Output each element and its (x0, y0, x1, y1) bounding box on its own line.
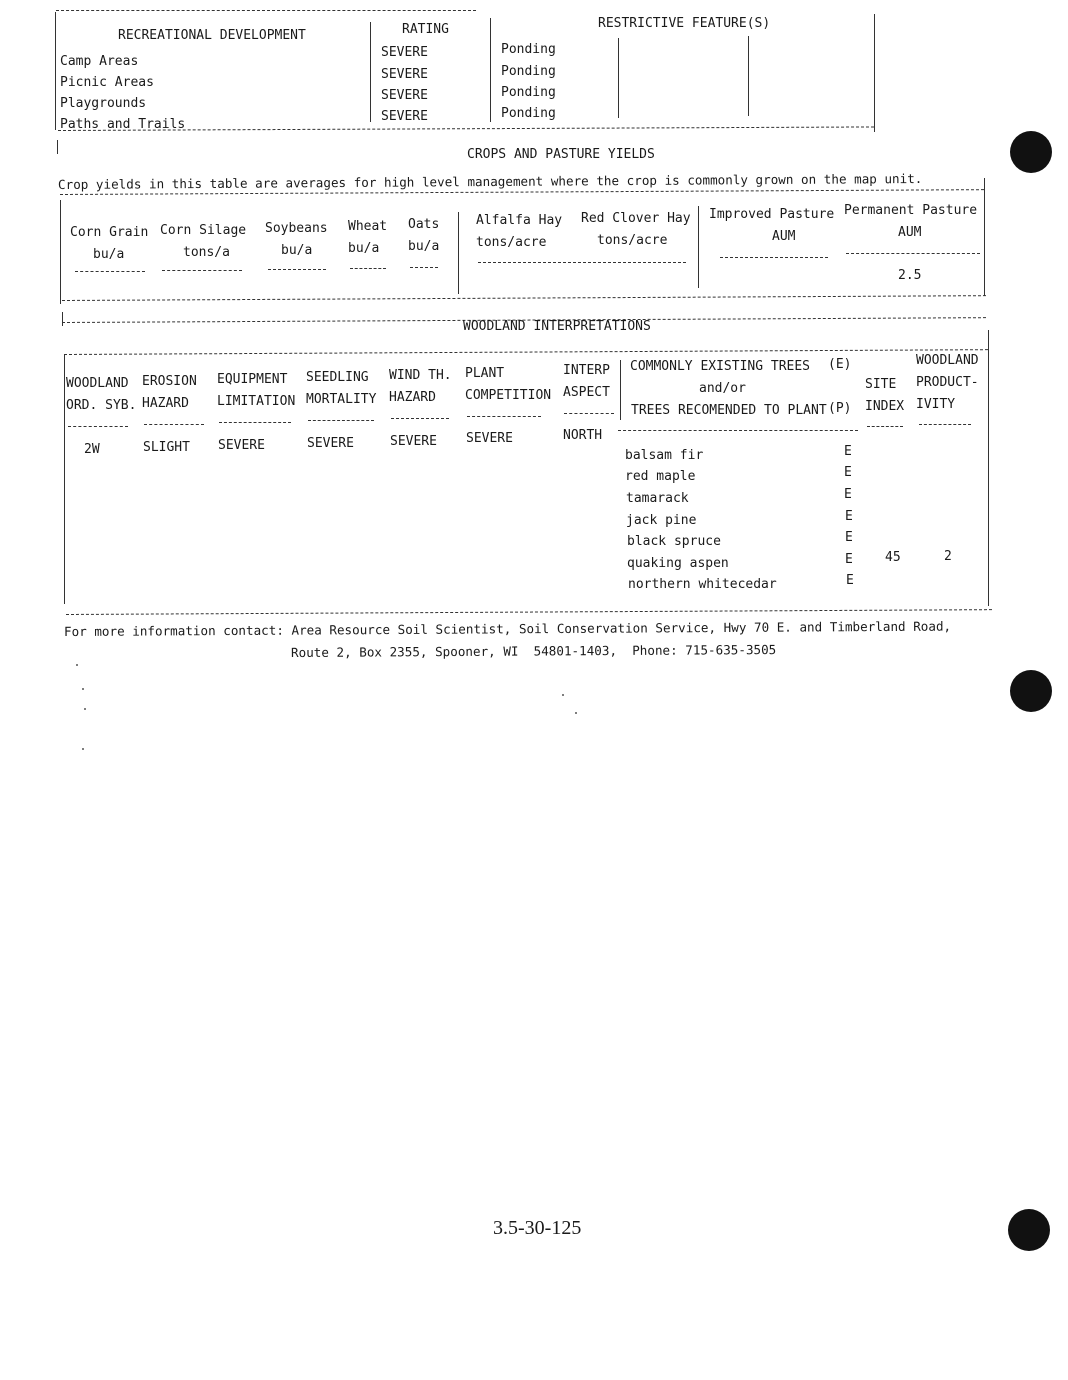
divider (564, 413, 614, 414)
scan-mark (562, 694, 564, 696)
crop-unit: AUM (772, 229, 796, 244)
border (64, 354, 65, 604)
tree-site-index: 45 (885, 550, 901, 565)
woodland-header: and/or (699, 381, 746, 396)
woodland-header: WOODLAND (916, 353, 979, 368)
woodland-heading: WOODLAND INTERPRETATIONS (463, 319, 651, 334)
recreation-heading: RECREATIONAL DEVELOPMENT (118, 28, 306, 43)
scan-mark (82, 748, 84, 750)
crop-unit: bu/a (281, 243, 313, 258)
crop-unit: tons/a (183, 245, 230, 260)
border (55, 12, 56, 130)
tree-code: E (844, 487, 852, 502)
border (57, 140, 58, 154)
recreation-use: Camp Areas (60, 54, 139, 69)
crop-unit: bu/a (93, 247, 125, 262)
contact-line-1: For more information contact: Area Resource Soil Scientist, Soil Conservation Service, Hwy 70 E. and Timberland Road, (63, 618, 952, 639)
divider (720, 257, 828, 258)
divider (467, 416, 541, 417)
contact-line-2: Route 2, Box 2355, Spooner, WI 54801-1403, Phone: 715-635-3505 (290, 642, 777, 660)
crop-unit: bu/a (408, 239, 440, 254)
woodland-seedling: SEVERE (307, 436, 354, 451)
border (874, 14, 875, 132)
tree-code: E (844, 444, 852, 459)
scan-mark (76, 664, 78, 666)
divider (846, 253, 980, 254)
crop-name: Oats (408, 217, 440, 232)
crop-unit: tons/acre (476, 235, 547, 250)
woodland-equipment: SEVERE (218, 438, 265, 453)
restrictive-header: RESTRICTIVE FEATURE(S) (598, 16, 771, 31)
crop-name: Permanent Pasture (844, 203, 978, 218)
border (618, 38, 619, 118)
woodland-header: TREES RECOMENDED TO PLANT (631, 403, 827, 418)
crop-unit: bu/a (348, 241, 380, 256)
binder-hole (1010, 670, 1052, 712)
recreation-feature: Ponding (501, 64, 556, 79)
woodland-header: LIMITATION (217, 394, 296, 409)
woodland-plant: SEVERE (466, 431, 513, 446)
divider (219, 422, 291, 423)
divider (66, 609, 992, 615)
border (62, 312, 63, 326)
woodland-header: IVITY (916, 397, 956, 412)
woodland-header: HAZARD (142, 396, 189, 411)
border (698, 206, 699, 288)
crop-name: Corn Grain (70, 225, 149, 240)
divider (64, 349, 988, 355)
border (988, 330, 989, 606)
recreation-feature: Ponding (501, 42, 556, 57)
crops-note: Crop yields in this table are averages for high level management where the crop is commonly grown on the map unit. (57, 170, 923, 192)
woodland-header: HAZARD (389, 390, 436, 405)
crop-name: Alfalfa Hay (476, 213, 563, 228)
recreation-rating: SEVERE (381, 67, 428, 82)
woodland-header: ORD. SYB. (66, 398, 137, 413)
tree-name: quaking aspen (627, 556, 729, 571)
woodland-ord: 2W (84, 442, 100, 457)
binder-hole (1010, 131, 1052, 173)
woodland-wind: SEVERE (390, 434, 437, 449)
woodland-header: PLANT (465, 366, 505, 381)
woodland-header: EQUIPMENT (217, 372, 288, 387)
tree-name: red maple (625, 469, 696, 484)
divider (867, 426, 903, 427)
permanent-pasture-value: 2.5 (898, 268, 922, 283)
page-number: 3.5-30-125 (493, 1217, 582, 1239)
recreation-use: Paths and Trails (60, 117, 186, 132)
recreation-use: Picnic Areas (60, 75, 154, 90)
divider (478, 262, 686, 263)
woodland-header: COMPETITION (465, 388, 552, 403)
tree-name: black spruce (627, 534, 721, 549)
scan-mark (575, 712, 577, 714)
woodland-header: INDEX (865, 399, 905, 414)
tree-name: balsam fir (625, 448, 704, 463)
woodland-header: ASPECT (563, 385, 610, 400)
tree-code: E (845, 509, 853, 524)
woodland-header: WOODLAND (66, 376, 129, 391)
border (490, 18, 491, 122)
recreation-rating: SEVERE (381, 109, 428, 124)
tree-name: northern whitecedar (628, 577, 777, 592)
woodland-header: (P) (828, 401, 852, 416)
tree-code: E (846, 573, 854, 588)
woodland-header: WIND TH. (389, 368, 452, 383)
border (370, 22, 371, 122)
binder-hole (1008, 1209, 1050, 1251)
woodland-header: SITE (865, 377, 897, 392)
tree-code: E (844, 465, 852, 480)
woodland-aspect: NORTH (563, 428, 603, 443)
recreation-feature: Ponding (501, 85, 556, 100)
crop-unit: AUM (898, 225, 922, 240)
woodland-header: SEEDLING (306, 370, 369, 385)
divider (410, 267, 438, 268)
tree-productivity: 2 (944, 549, 952, 564)
border (458, 212, 459, 294)
divider (391, 418, 449, 419)
divider (56, 10, 476, 11)
divider (268, 269, 326, 270)
divider (919, 424, 971, 425)
crops-heading: CROPS AND PASTURE YIELDS (467, 147, 655, 162)
woodland-header: EROSION (142, 374, 197, 389)
crop-name: Improved Pasture (709, 207, 835, 222)
crop-name: Corn Silage (160, 223, 247, 238)
tree-name: jack pine (626, 513, 697, 528)
rating-header: RATING (402, 22, 449, 37)
border (620, 360, 621, 420)
border (748, 36, 749, 116)
woodland-header: COMMONLY EXISTING TREES (630, 359, 811, 374)
woodland-header: INTERP (563, 363, 610, 378)
divider (144, 424, 204, 425)
recreation-use: Playgrounds (60, 96, 147, 111)
crop-unit: tons/acre (597, 233, 668, 248)
crop-name: Soybeans (265, 221, 328, 236)
woodland-header: PRODUCT- (916, 375, 979, 390)
divider (162, 270, 242, 271)
crop-name: Wheat (348, 219, 388, 234)
recreation-rating: SEVERE (381, 88, 428, 103)
divider (75, 271, 145, 272)
divider (62, 295, 986, 301)
divider (618, 430, 858, 431)
border (984, 178, 985, 296)
scan-mark (82, 688, 84, 690)
divider (350, 268, 386, 269)
woodland-erosion: SLIGHT (143, 440, 190, 455)
recreation-feature: Ponding (501, 106, 556, 121)
divider (308, 420, 374, 421)
crop-name: Red Clover Hay (581, 211, 691, 226)
border (60, 200, 61, 304)
tree-code: E (845, 552, 853, 567)
recreation-rating: SEVERE (381, 45, 428, 60)
tree-name: tamarack (626, 491, 689, 506)
woodland-header: MORTALITY (306, 392, 377, 407)
woodland-header: (E) (828, 357, 852, 372)
divider (68, 426, 128, 427)
tree-code: E (845, 530, 853, 545)
scan-mark (84, 708, 86, 710)
